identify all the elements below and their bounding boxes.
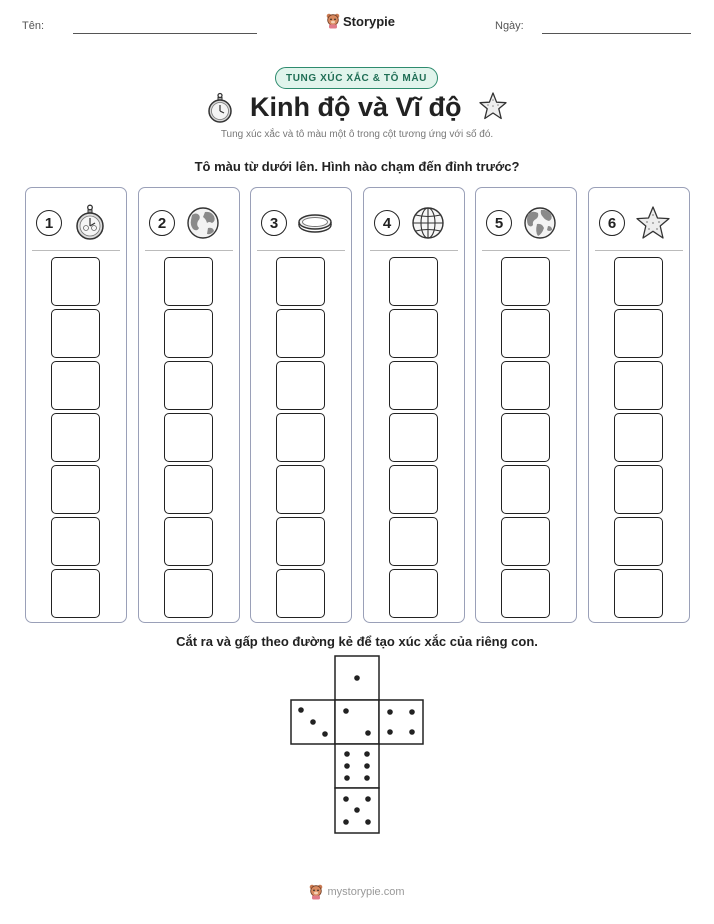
footer-url[interactable]: mystorypie.com [327, 886, 405, 898]
color-cell[interactable] [501, 361, 550, 410]
color-cell[interactable] [614, 361, 663, 410]
color-cell[interactable] [51, 257, 100, 306]
dice-column-1 [25, 187, 127, 623]
footer [0, 884, 714, 900]
color-cell[interactable] [389, 465, 438, 514]
name-label: Tên: [22, 20, 45, 32]
dice-face-3 [291, 700, 335, 744]
page-title: Kinh độ và Vĩ độ [250, 92, 462, 122]
color-cell[interactable] [276, 257, 325, 306]
starfish-icon [633, 204, 673, 242]
ring-band-icon [295, 204, 335, 242]
bear-logo-icon [309, 884, 323, 900]
color-cell[interactable] [389, 257, 438, 306]
color-cell[interactable] [614, 309, 663, 358]
column-number: 3 [261, 210, 287, 236]
color-cell[interactable] [276, 465, 325, 514]
dice-face-2 [335, 700, 379, 744]
color-cell[interactable] [51, 517, 100, 566]
color-cell[interactable] [501, 309, 550, 358]
dice-net[interactable] [290, 655, 424, 835]
column-number: 4 [374, 210, 400, 236]
color-cell[interactable] [164, 361, 213, 410]
color-cell[interactable] [501, 517, 550, 566]
color-cell[interactable] [501, 465, 550, 514]
dice-face-6 [335, 744, 379, 788]
title-row [0, 88, 714, 126]
color-cell[interactable] [164, 309, 213, 358]
color-cell[interactable] [51, 413, 100, 462]
color-cell[interactable] [276, 517, 325, 566]
column-divider [257, 250, 345, 251]
dice-column-2 [138, 187, 240, 623]
dice-face-1 [335, 656, 379, 700]
color-cell[interactable] [51, 309, 100, 358]
color-cell[interactable] [614, 517, 663, 566]
column-divider [595, 250, 683, 251]
color-cell[interactable] [389, 517, 438, 566]
column-divider [32, 250, 120, 251]
brand-name: Storypie [343, 13, 396, 29]
subtitle: Tung xúc xắc và tô màu một ô trong cột tương ứng với số đó. [220, 129, 494, 140]
dice-column-6 [588, 187, 690, 623]
date-line[interactable] [542, 33, 691, 34]
column-number: 6 [599, 210, 625, 236]
date-label: Ngày: [495, 20, 524, 32]
color-cell[interactable] [501, 569, 550, 618]
pocket-watch-icon [207, 92, 233, 124]
bear-logo-icon [326, 13, 340, 29]
color-cell[interactable] [614, 465, 663, 514]
column-divider [482, 250, 570, 251]
color-cell[interactable] [389, 361, 438, 410]
color-cell[interactable] [276, 569, 325, 618]
cut-instruction: Cắt ra và gấp theo đường kẻ để tạo xúc xắc của riêng con. [176, 634, 538, 649]
color-cell[interactable] [614, 257, 663, 306]
dice-column-5 [475, 187, 577, 623]
color-cell[interactable] [164, 465, 213, 514]
brand-logo [326, 13, 395, 29]
wire-globe-icon [408, 204, 448, 242]
pocket-watch-icon [70, 204, 110, 242]
column-number: 5 [486, 210, 512, 236]
color-cell[interactable] [51, 361, 100, 410]
color-cell[interactable] [276, 361, 325, 410]
activity-badge: TUNG XÚC XẮC & TÔ MÀU [275, 67, 438, 89]
color-cell[interactable] [501, 413, 550, 462]
color-cell[interactable] [51, 569, 100, 618]
column-number: 2 [149, 210, 175, 236]
color-cell[interactable] [501, 257, 550, 306]
starfish-icon [478, 91, 508, 121]
earth-globe-icon [183, 204, 223, 242]
earth-globe-icon [520, 204, 560, 242]
color-cell[interactable] [164, 569, 213, 618]
instruction: Tô màu từ dưới lên. Hình nào chạm đến đỉnh trước? [194, 159, 520, 174]
dice-face-4 [379, 700, 423, 744]
column-number: 1 [36, 210, 62, 236]
color-cell[interactable] [276, 413, 325, 462]
color-cell[interactable] [164, 517, 213, 566]
color-cell[interactable] [164, 257, 213, 306]
color-cell[interactable] [389, 309, 438, 358]
color-cell[interactable] [614, 569, 663, 618]
dice-column-3 [250, 187, 352, 623]
color-cell[interactable] [389, 413, 438, 462]
dice-face-5 [335, 788, 379, 833]
color-cell[interactable] [164, 413, 213, 462]
color-cell[interactable] [276, 309, 325, 358]
color-cell[interactable] [389, 569, 438, 618]
color-cell[interactable] [51, 465, 100, 514]
dice-column-4 [363, 187, 465, 623]
color-cell[interactable] [614, 413, 663, 462]
name-line[interactable] [73, 33, 257, 34]
column-divider [370, 250, 458, 251]
column-divider [145, 250, 233, 251]
